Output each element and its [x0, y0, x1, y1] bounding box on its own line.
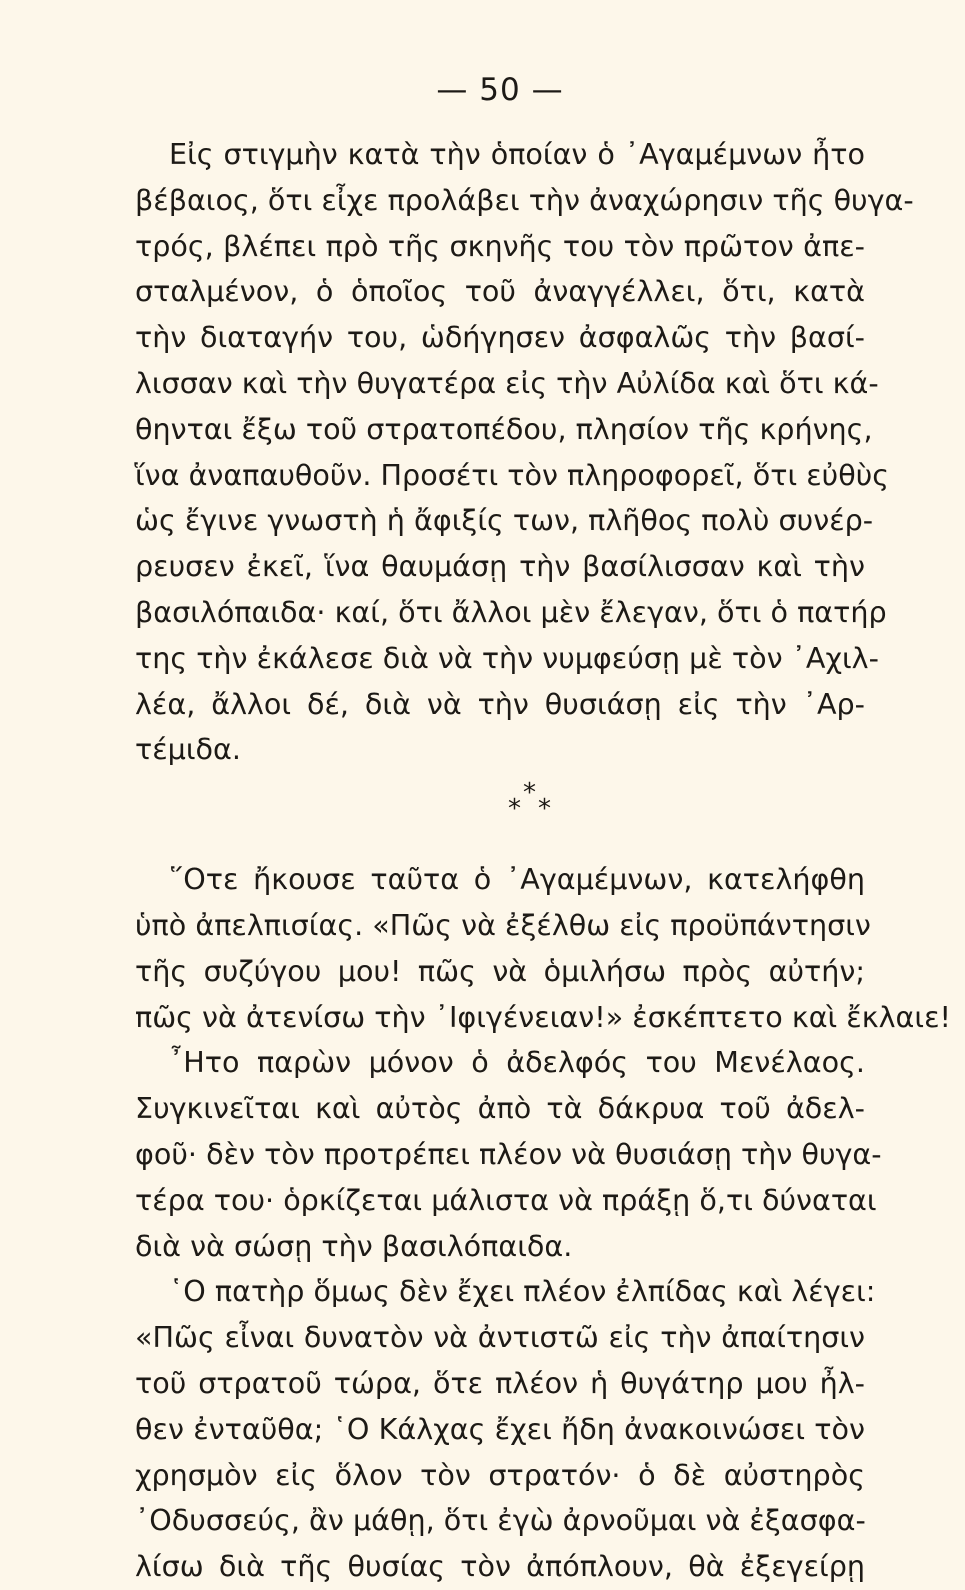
text-line: βασιλόπαιδα· καί, ὅτι ἄλλοι μὲν ἔλεγαν, ὅτι ὁ πατήρ — [135, 594, 887, 629]
text-line: τέμιδα. — [135, 732, 241, 767]
text-line: λέα, ἄλλοι δέ, διὰ νὰ τὴν θυσιάσῃ εἰς τὴν ᾿Αρ- — [135, 686, 865, 721]
text-line: θηνται ἔξω τοῦ στρατοπέδου, πλησίον τῆς κρήνης, — [135, 411, 873, 446]
paragraph-1 — [135, 132, 914, 773]
text-line: πῶς νὰ ἀτενίσω τὴν ᾿Ιφιγένειαν!» ἐσκέπτετο καὶ ἔκλαιε! — [135, 999, 951, 1034]
text-line: φοῦ· δὲν τὸν προτρέπει πλέον νὰ θυσιάσῃ τὴν θυγα- — [135, 1136, 882, 1171]
separator-star: * — [538, 794, 551, 825]
text-line: τὴν διαταγήν του, ὡδήγησεν ἀσφαλῶς τὴν βασί- — [135, 320, 865, 355]
text-line: ὑπὸ ἀπελπισίας. «Πῶς νὰ ἐξέλθω εἰς προϋπάντησιν — [135, 907, 871, 942]
text-line: Συγκινεῖται καὶ αὐτὸς ἀπὸ τὰ δάκρυα τοῦ ἀδελ- — [135, 1091, 865, 1126]
text-line: τῆς συζύγου μου! πῶς νὰ ὁμιλήσω πρὸς αὐτήν; — [135, 953, 865, 988]
section-separator — [135, 777, 865, 847]
text-line: λισσαν καὶ τὴν θυγατέρα εἰς τὴν Αὐλίδα καὶ ὅτι κά- — [135, 365, 879, 400]
text-line: σταλμένον, ὁ ὁποῖος τοῦ ἀναγγέλλει, ὅτι, κατὰ — [135, 274, 865, 309]
text-line: τοῦ στρατοῦ τώρα, ὅτε πλέον ἡ θυγάτηρ μου ἦλ- — [135, 1365, 865, 1400]
separator-star: * — [508, 794, 521, 825]
text-line: της τὴν ἐκάλεσε διὰ νὰ τὴν νυμφεύσῃ μὲ τὸν ᾿Αχιλ- — [135, 640, 879, 675]
text-line: λίσω διὰ τῆς θυσίας τὸν ἀπόπλουν, θὰ ἐξεγείρῃ — [135, 1549, 865, 1584]
text-line: ῞Οτε ἤκουσε ταῦτα ὁ ᾿Αγαμέμνων, κατελήφθη — [169, 862, 865, 897]
paragraph-4 — [135, 1269, 876, 1590]
text-line: τέρα του· ὁρκίζεται μάλιστα νὰ πράξῃ ὅ,τι δύναται — [135, 1182, 877, 1217]
text-line: ῾Ο πατὴρ ὅμως δὲν ἔχει πλέον ἐλπίδας καὶ λέγει: — [169, 1274, 876, 1309]
text-line: βέβαιος, ὅτι εἶχε προλάβει τὴν ἀναχώρησιν τῆς θυγα- — [135, 182, 914, 217]
paragraph-2 — [135, 857, 951, 1040]
text-line: ῏Ητο παρὼν μόνον ὁ ἀδελφός του Μενέλαος. — [169, 1045, 865, 1080]
text-line: ρευσεν ἐκεῖ, ἵνα θαυμάσῃ τὴν βασίλισσαν καὶ τὴν — [135, 549, 865, 584]
text-line: «Πῶς εἶναι δυνατὸν νὰ ἀντιστῶ εἰς τὴν ἀπαίτησιν — [135, 1320, 865, 1355]
text-line: θεν ἐνταῦθα; ῾Ο Κάλχας ἔχει ἤδη ἀνακοινώσει τὸν — [135, 1411, 865, 1446]
text-line: Εἰς στιγμὴν κατὰ τὴν ὁποίαν ὁ ᾿Αγαμέμνων ἦτο — [169, 137, 865, 171]
page-number: — 50 — — [436, 72, 564, 108]
text-line: ὡς ἔγινε γνωστὴ ἡ ἄφιξίς των, πλῆθος πολὺ συνέρ- — [135, 503, 874, 538]
text-line: ᾿Οδυσσεύς, ἂν μάθῃ, ὅτι ἐγὼ ἀρνοῦμαι νὰ ἐξασφα- — [135, 1503, 866, 1538]
text-line: ἵνα ἀναπαυθοῦν. Προσέτι τὸν πληροφορεῖ, ὅτι εὐθὺς — [135, 457, 890, 492]
text-line: διὰ νὰ σώσῃ τὴν βασιλόπαιδα. — [135, 1228, 573, 1263]
text-line: τρός, βλέπει πρὸ τῆς σκηνῆς του τὸν πρῶτον ἀπε- — [135, 228, 865, 263]
text-line: χρησμὸν εἰς ὅλον τὸν στρατόν· ὁ δὲ αὐστηρὸς — [135, 1457, 865, 1492]
separator-star: * — [523, 778, 536, 809]
paragraph-3 — [135, 1040, 882, 1269]
